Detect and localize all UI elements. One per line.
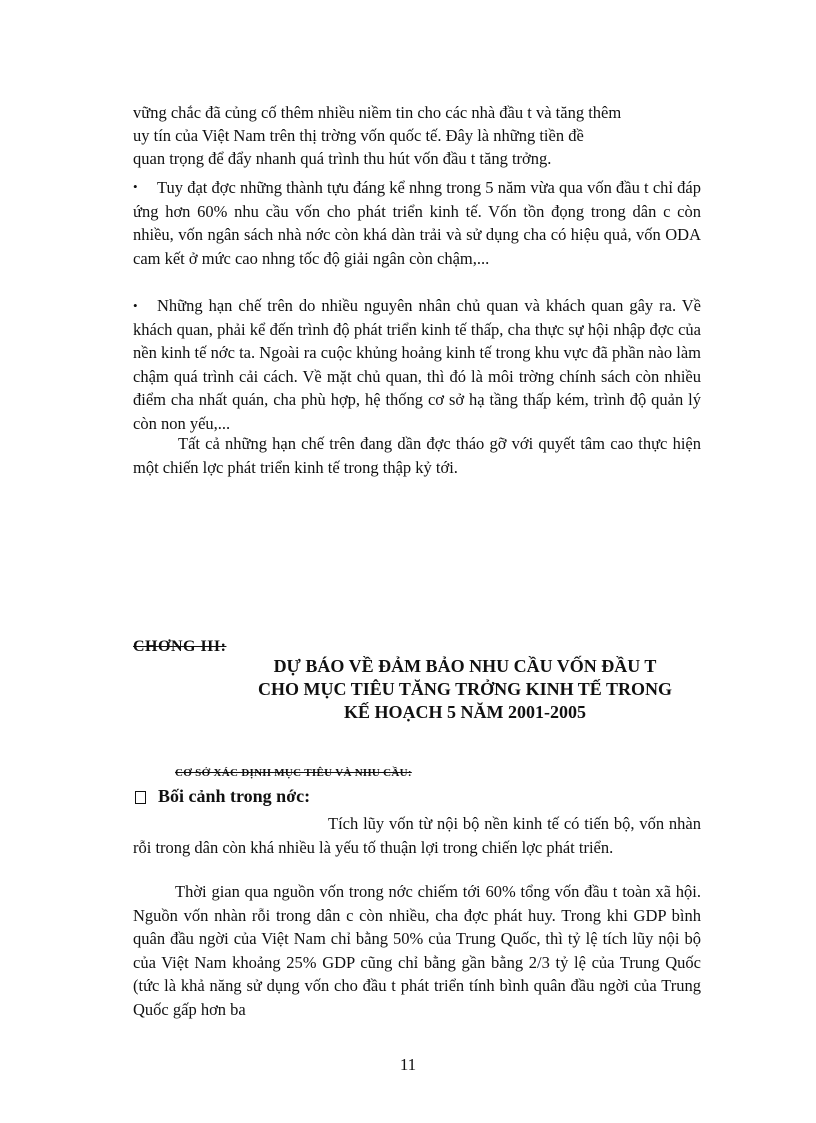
chapter-title-line: DỰ BÁO VỀ ĐẢM BẢO NHU CẦU VỐN ĐẦU T xyxy=(273,656,657,676)
section-label: CƠ SỞ XÁC ĐỊNH MỤC TIÊU VÀ NHU CẦU: xyxy=(175,767,412,779)
chapter-label: CHƠNG III: xyxy=(133,638,227,655)
context-paragraph-2: Thời gian qua nguồn vốn trong nớc chiếm tới 60% tổng vốn đầu t toàn xã hội. Nguồn vốn nhàn rỗi trong dân c còn nhiều, cha đợc phát huy. Trong khi GDP bình quân đầu ngời của Việt Nam chỉ bằng 50% của Trung Quốc, thì tỷ lệ tích lũy nội bộ của Việt Nam khoảng 25% GDP cũng chỉ bằng gần bằng 2/3 tỷ lệ của Trung Quốc (tức là khả năng sử dụng vốn cho đầu t phát triển tính bình quân đầu ngời của Trung Quốc gấp hơn ba xyxy=(133,882,701,1019)
checkbox-square-icon xyxy=(135,791,146,804)
text-line: vững chắc đã củng cố thêm nhiều niềm tin cho các nhà đầu t và tăng thêm xyxy=(133,103,622,122)
bullet-icon: • xyxy=(133,179,138,194)
context-paragraph-1: Tích lũy vốn từ nội bộ nền kinh tế có tiến bộ, vốn nhàn rỗi trong dân còn khá nhiều là yếu tố thuận lợi trong chiến lợc phát triển. xyxy=(133,814,701,857)
bullet-paragraph-1: Tuy đạt đợc những thành tựu đáng kể nhng trong 5 năm vừa qua vốn đầu t chỉ đáp ứng hơn 60% nhu cầu vốn cho phát triển kinh tế. Vốn tồn đọng trong dân c còn nhiều, vốn ngân sách nhà nớc còn khá dàn trải và sử dụng cha có hiệu quả, vốn ODA cam kết ở mức cao nhng tốc độ giải ngân còn chậm,... xyxy=(133,178,701,268)
top-paragraph xyxy=(133,101,701,170)
chapter-title-line: CHO MỤC TIÊU TĂNG TRỞNG KINH TẾ TRONG xyxy=(258,679,672,699)
chapter-title-line: KẾ HOẠCH 5 NĂM 2001-2005 xyxy=(344,702,586,722)
bullet-paragraph-2: Những hạn chế trên do nhiều nguyên nhân chủ quan và khách quan gây ra. Về khách quan, phải kể đến trình độ phát triển kinh tế thấp, cha thực sự hội nhập đợc của nền kinh tế nớc ta. Ngoài ra cuộc khủng hoảng kinh tế trong khu vực đã phần nào làm chậm quá trình cải cách. Về mặt chủ quan, thì đó là môi trờng chính sách còn nhiều điểm cha nhất quán, cha phù hợp, hệ thống cơ sở hạ tầng thấp kém, trình độ quản lý còn non yếu,... xyxy=(133,296,701,433)
chapter-title xyxy=(220,655,710,724)
closing-paragraph: Tất cả những hạn chế trên đang dần đợc tháo gỡ với quyết tâm cao thực hiện một chiến lợc phát triển kinh tế trong thập kỷ tới. xyxy=(133,434,701,477)
text-line: uy tín của Việt Nam trên thị trờng vốn quốc tế. Đây là những tiền đề xyxy=(133,126,584,145)
bullet-icon: • xyxy=(133,298,138,313)
section-heading: Bối cảnh trong nớc: xyxy=(158,786,311,806)
page-number: 11 xyxy=(399,1055,417,1074)
text-line: quan trọng để đẩy nhanh quá trình thu hút vốn đầu t tăng trởng. xyxy=(133,149,552,168)
